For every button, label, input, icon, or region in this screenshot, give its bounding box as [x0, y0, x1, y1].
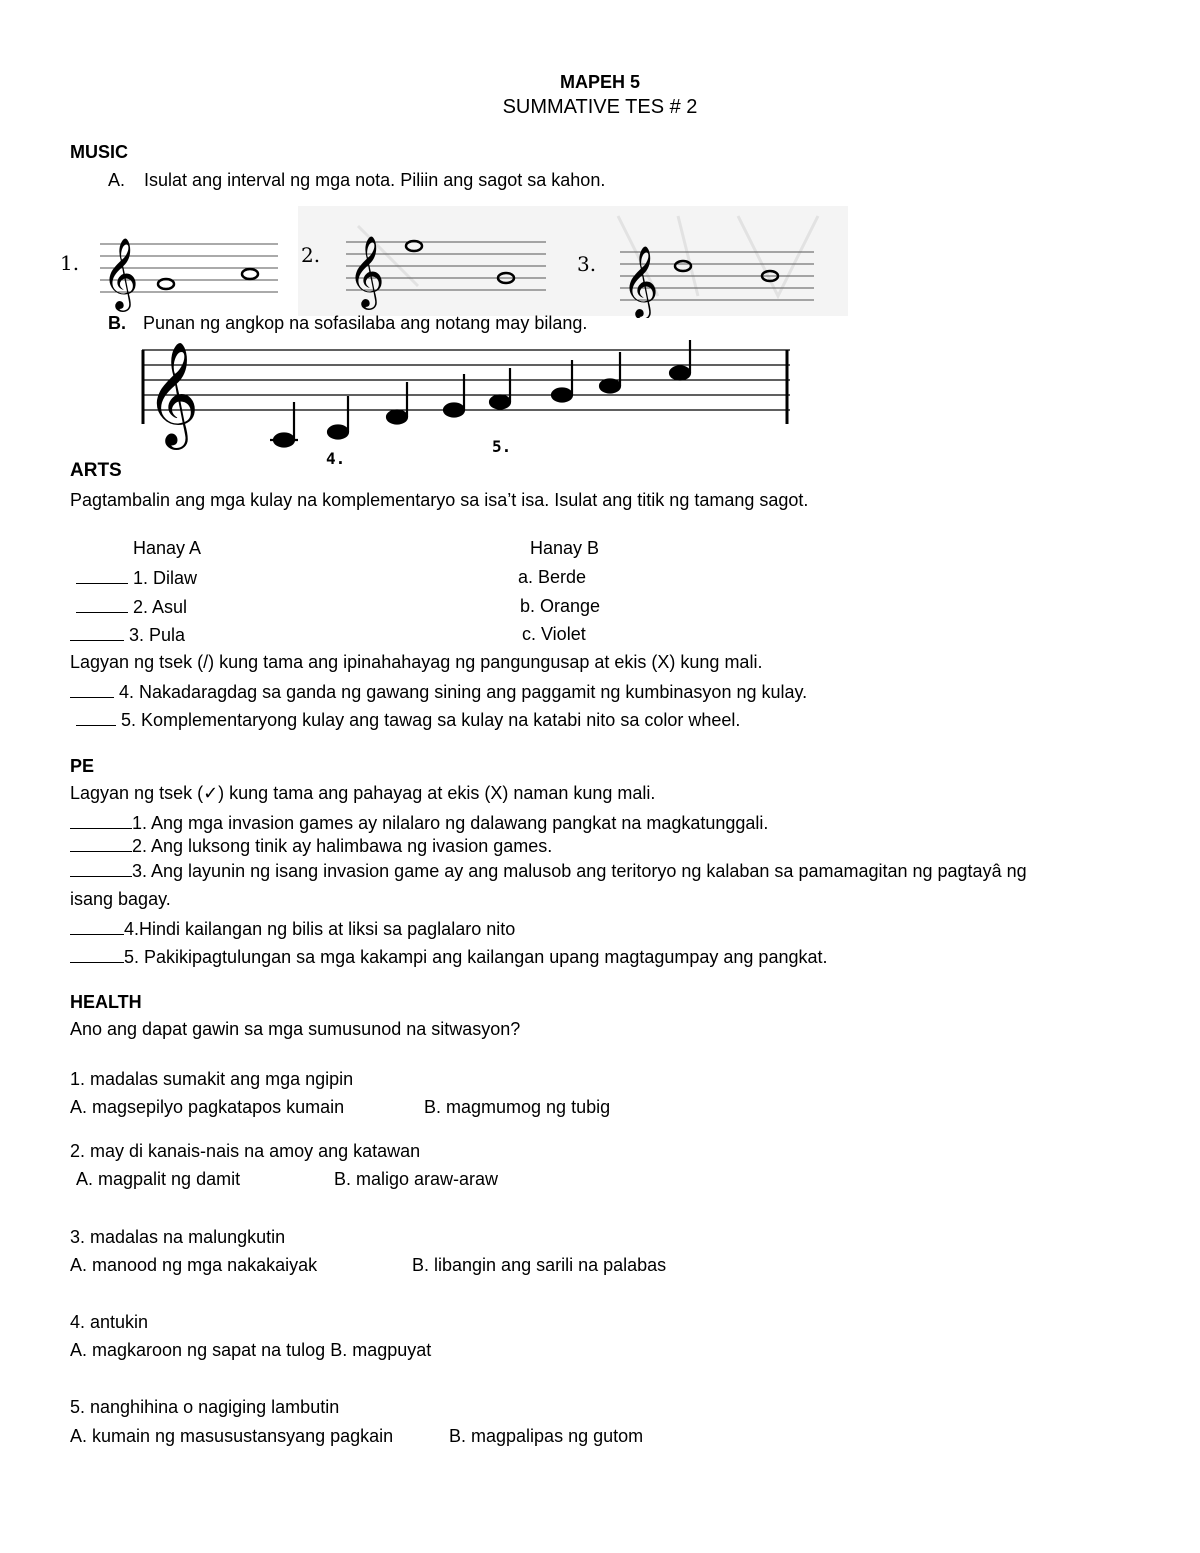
- pe-item-4: 4.Hindi kailangan ng bilis at liksi sa paglalaro nito: [124, 919, 516, 939]
- answer-blank[interactable]: [70, 812, 132, 829]
- pe-item: [70, 812, 768, 834]
- note-whole: [242, 269, 258, 279]
- treble-clef-icon: 𝄞: [102, 236, 139, 309]
- scale-label-4: 4.: [326, 449, 346, 468]
- staff-label-2: 2.: [301, 243, 321, 267]
- scale-note: [270, 402, 298, 447]
- answer-blank[interactable]: [76, 709, 116, 726]
- answer-blank[interactable]: [70, 918, 124, 935]
- part-a-letter: A.: [108, 170, 126, 190]
- part-a-text: Isulat ang interval ng mga nota. Piliin ang sagot sa kahon.: [144, 170, 606, 190]
- health-item-2-choice-b: B. maligo araw-araw: [334, 1169, 499, 1189]
- answer-blank[interactable]: [70, 946, 124, 963]
- pe-item-5: 5. Pakikipagtulungan sa mga kakampi ang kailangan upang magtagumpay ang pangkat.: [124, 947, 828, 967]
- health-item-3-question: 3. madalas na malungkutin: [70, 1227, 286, 1247]
- health-item-4-choice-b: B. magpuyat: [330, 1340, 432, 1360]
- arts-item: [70, 681, 807, 703]
- health-item-5-choice-b: B. magpalipas ng gutom: [449, 1426, 644, 1446]
- pe-item: [70, 860, 1027, 882]
- treble-clef-icon: 𝄞: [146, 341, 200, 446]
- health-item-1-choice-a: A. magsepilyo pagkatapos kumain: [70, 1097, 345, 1117]
- arts-item-5: 5. Komplementaryong kulay ang tawag sa kulay na katabi nito sa color wheel.: [121, 710, 741, 730]
- part-b-text: Punan ng angkop na sofasilaba ang notang may bilang.: [143, 313, 588, 333]
- arts-instruction-2: Lagyan ng tsek (/) kung tama ang ipinahahayag ng pangungusap at ekis (X) kung mali.: [70, 652, 763, 672]
- part-b-letter: B.: [108, 313, 126, 333]
- pe-item: [70, 918, 515, 940]
- arts-item: [70, 624, 185, 646]
- pe-item-2: 2. Ang luksong tinik ay halimbawa ng ivasion games.: [132, 836, 553, 856]
- answer-blank[interactable]: [76, 596, 128, 613]
- answer-blank[interactable]: [70, 835, 132, 852]
- answer-blank[interactable]: [76, 567, 128, 584]
- scale-note: [670, 340, 690, 380]
- answer-blank[interactable]: [70, 624, 124, 641]
- health-item-2-question: 2. may di kanais-nais na amoy ang katawan: [70, 1141, 421, 1161]
- arts-heading: ARTS: [70, 460, 122, 481]
- scale-staff: [138, 340, 798, 470]
- health-item-5-choice-a: A. kumain ng masusustansyang pagkain: [70, 1426, 394, 1446]
- hanay-a-item-2: 2. Asul: [133, 597, 188, 617]
- health-item-5-question: 5. nanghihina o nagiging lambutin: [70, 1397, 340, 1417]
- answer-blank[interactable]: [70, 860, 132, 877]
- pe-item-3: 3. Ang layunin ng isang invasion game ay ang malusob ang teritoryo ng kalaban sa pamamagitan ng pagtayâ ng: [132, 861, 1027, 881]
- scale-note: [328, 396, 348, 439]
- health-item-3-choice-b: B. libangin ang sarili na palabas: [412, 1255, 667, 1275]
- answer-blank[interactable]: [70, 681, 114, 698]
- scale-note: [600, 352, 620, 393]
- staff-1: [60, 236, 278, 312]
- health-item-4-choice-a: A. magkaroon ng sapat na tulog: [70, 1340, 326, 1360]
- pe-item-1: 1. Ang mga invasion games ay nilalaro ng dalawang pangkat na magkatunggali.: [132, 813, 769, 833]
- hanay-b-item-c: c. Violet: [522, 624, 586, 644]
- hanay-a-header: Hanay A: [133, 538, 202, 558]
- page-subtitle: SUMMATIVE TES # 2: [502, 96, 698, 118]
- treble-clef-icon: 𝄞: [348, 234, 385, 307]
- arts-item: [76, 567, 197, 589]
- scale-note: [387, 382, 407, 424]
- hanay-b-item-b: b. Orange: [520, 596, 601, 616]
- treble-clef-icon: 𝄞: [622, 244, 659, 317]
- music-part-a: [108, 170, 605, 191]
- interval-staffs: [58, 206, 848, 318]
- pe-item: [70, 946, 828, 968]
- health-item-4-question: 4. antukin: [70, 1312, 149, 1332]
- health-question: Ano ang dapat gawin sa mga sumusunod na sitwasyon?: [70, 1019, 521, 1039]
- arts-item: [76, 709, 740, 731]
- hanay-a-item-3: 3. Pula: [129, 625, 186, 645]
- pe-heading: PE: [70, 756, 95, 776]
- health-heading: HEALTH: [70, 992, 142, 1012]
- scale-note: [490, 368, 510, 409]
- arts-item-4: 4. Nakadaragdag sa ganda ng gawang sining ang paggamit ng kumbinasyon ng kulay.: [119, 682, 808, 702]
- staff-label-3: 3.: [577, 252, 597, 276]
- hanay-a-item-1: 1. Dilaw: [133, 568, 198, 588]
- hanay-b-item-a: a. Berde: [518, 567, 587, 587]
- music-heading: MUSIC: [70, 142, 128, 162]
- arts-item: [76, 596, 187, 618]
- page-title: MAPEH 5: [559, 72, 640, 92]
- health-item-4-choices: [70, 1340, 431, 1361]
- scale-label-5: 5.: [492, 437, 512, 456]
- health-item-2-choice-a: A. magpalit ng damit: [76, 1169, 241, 1189]
- pe-instruction: Lagyan ng tsek (✓) kung tama ang pahayag at ekis (X) naman kung mali.: [70, 783, 656, 803]
- health-item-1-choice-b: B. magmumog ng tubig: [424, 1097, 611, 1117]
- hanay-b-header: Hanay B: [530, 538, 600, 558]
- pe-item: [70, 835, 552, 857]
- health-item-1-question: 1. madalas sumakit ang mga ngipin: [70, 1069, 354, 1089]
- health-item-3-choice-a: A. manood ng mga nakakaiyak: [70, 1255, 318, 1275]
- staff-label-1: 1.: [60, 251, 80, 275]
- music-part-b: [108, 313, 587, 334]
- pe-item-3-continued: isang bagay.: [70, 889, 171, 909]
- scale-note: [552, 360, 572, 402]
- arts-instruction: Pagtambalin ang mga kulay na komplementaryo sa isa’t isa. Isulat ang titik ng tamang sagot.: [70, 490, 809, 510]
